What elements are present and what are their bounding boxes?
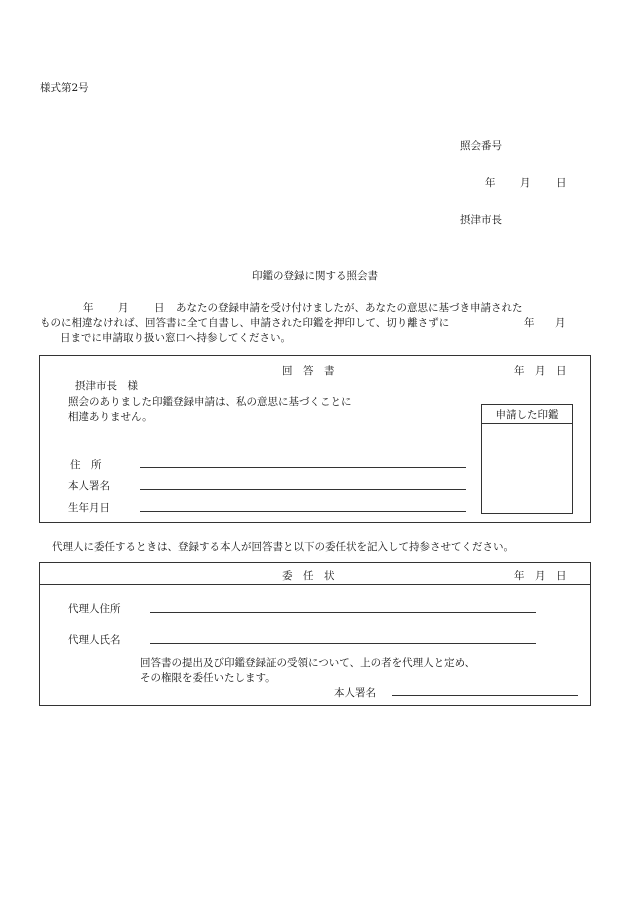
signature-label: 本人署名 [68,480,110,492]
addressee: 摂津市長 [460,214,502,226]
birthdate-label: 生年月日 [68,502,110,514]
header-date-year: 年 [485,177,496,189]
agent-name-label: 代理人氏名 [68,634,121,646]
inquiry-number-label: 照会番号 [460,140,502,152]
signature-field[interactable] [140,489,466,490]
address-field[interactable] [140,467,466,468]
intro-deadline-year: 年 [524,317,535,329]
intro-year: 年 [83,302,94,314]
delegation-statement-line1: 回答書の提出及び印鑑登録証の受領について、上の者を代理人と定め、 [140,657,476,669]
delegation-form-title: 委 任 状 [282,570,335,582]
delegation-form-date: 年 月 日 [514,570,567,582]
agent-address-label: 代理人住所 [68,603,121,615]
delegation-title-divider [39,584,591,585]
principal-signature-label: 本人署名 [334,687,376,699]
agent-address-field[interactable] [150,612,536,613]
header-date-day: 日 [556,177,567,189]
address-label: 住 所 [70,459,102,471]
header-date-month: 月 [520,177,531,189]
agent-name-field[interactable] [150,643,536,644]
intro-line1: あなたの登録申請を受け付けましたが、あなたの意思に基づき申請された [176,302,523,314]
intro-month: 月 [118,302,129,314]
seal-box-label: 申請した印鑑 [495,409,559,421]
birthdate-field[interactable] [140,511,466,512]
reply-form-date: 年 月 日 [514,365,567,377]
reply-form-title: 回 答 書 [282,365,335,377]
reply-statement-line2: 相違ありません。 [68,411,153,423]
reply-addressee: 摂津市長 様 [75,380,138,392]
intro-day: 日 [154,302,165,314]
delegation-statement-line2: その権限を委任いたします。 [140,672,276,684]
reply-statement-line1: 照会のありました印鑑登録申請は、私の意思に基づくことに [68,396,352,408]
delegation-note: 代理人に委任するときは、登録する本人が回答書と以下の委任状を記入して持参させてください。 [52,541,514,553]
intro-deadline-month: 月 [555,317,566,329]
intro-line2: ものに相違なければ、回答書に全て自書し、申請された印鑑を押印して、切り離さずに [40,317,450,329]
form-number: 様式第2号 [40,82,89,94]
document-title: 印鑑の登録に関する照会書 [252,270,378,282]
principal-signature-field[interactable] [392,695,578,696]
intro-line3: 日までに申請取り扱い窓口へ持参してください。 [60,332,291,344]
